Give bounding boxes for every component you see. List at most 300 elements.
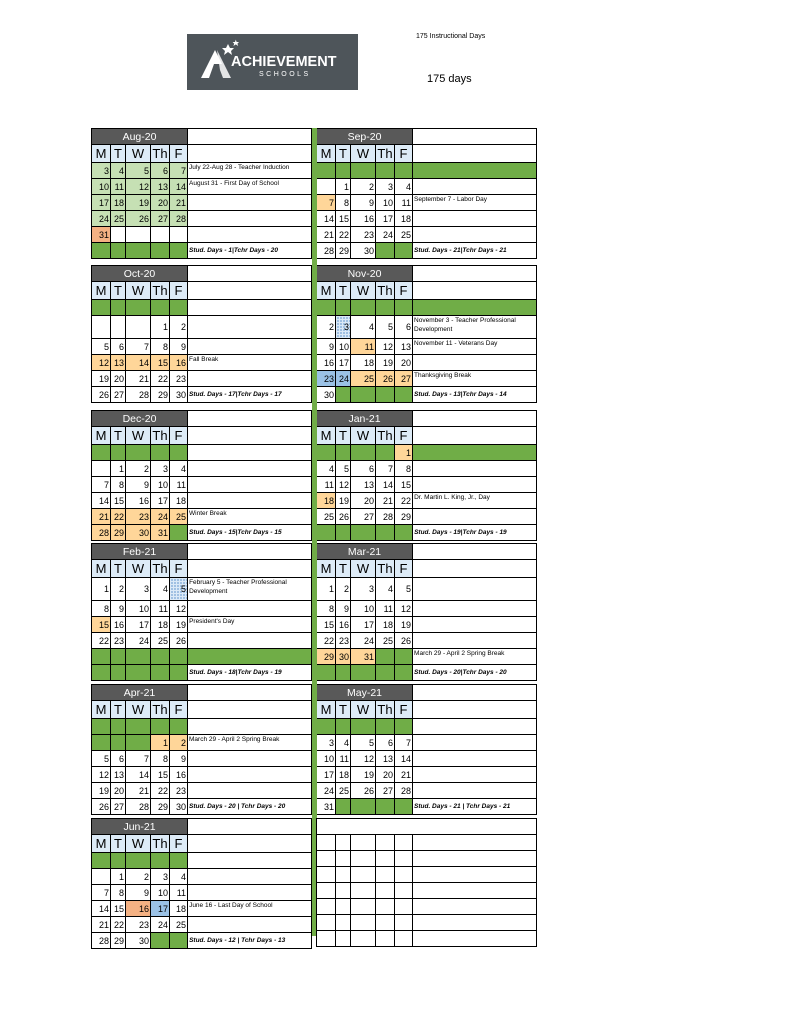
- day-cell: 19: [92, 371, 111, 387]
- day-cell: 15: [395, 477, 413, 493]
- day-cell: [395, 665, 413, 681]
- day-cell: 20: [151, 195, 170, 211]
- empty-cell: [351, 835, 376, 851]
- month-apr-21: [91, 684, 311, 815]
- week-note: [188, 633, 312, 649]
- day-cell: [92, 853, 111, 869]
- day-cell: 1: [111, 869, 126, 885]
- month-title: Mar-21: [317, 544, 413, 560]
- day-cell: 20: [111, 783, 126, 799]
- weekday-header: W: [126, 835, 151, 853]
- day-cell: [92, 869, 111, 885]
- weekday-header: W: [351, 701, 376, 719]
- day-cell: 13: [111, 355, 126, 371]
- week-note: [413, 163, 537, 179]
- day-cell: 5: [351, 735, 376, 751]
- day-cell: 16: [126, 493, 151, 509]
- days-total: Stud. Days - 21|Tchr Days - 21: [413, 243, 537, 259]
- weekday-header: M: [317, 427, 336, 445]
- month-title: Dec-20: [92, 411, 188, 427]
- day-cell: 26: [170, 633, 188, 649]
- weekday-header: T: [111, 427, 126, 445]
- week-note: [188, 601, 312, 617]
- day-cell: [351, 719, 376, 735]
- day-cell: [111, 665, 126, 681]
- empty-cell: [376, 835, 395, 851]
- empty-cell: [395, 915, 413, 931]
- day-cell: [376, 243, 395, 259]
- day-cell: 8: [151, 339, 170, 355]
- day-cell: 16: [336, 617, 351, 633]
- day-cell: 16: [126, 901, 151, 917]
- instructional-days-label: 175 Instructional Days: [416, 33, 486, 40]
- day-cell: 1: [151, 735, 170, 751]
- day-cell: 24: [126, 633, 151, 649]
- day-cell: 23: [126, 509, 151, 525]
- day-cell: 22: [92, 633, 111, 649]
- day-cell: [351, 163, 376, 179]
- day-cell: 18: [336, 767, 351, 783]
- day-cell: 22: [111, 917, 126, 933]
- day-cell: [395, 163, 413, 179]
- day-cell: [376, 300, 395, 316]
- month-title: Jan-21: [317, 411, 413, 427]
- weekday-header: M: [92, 701, 111, 719]
- day-cell: 25: [395, 227, 413, 243]
- day-cell: 29: [336, 243, 351, 259]
- day-cell: 2: [126, 869, 151, 885]
- day-cell: [92, 665, 111, 681]
- empty-cell: [413, 915, 537, 931]
- day-cell: 19: [395, 617, 413, 633]
- day-cell: [317, 300, 336, 316]
- weekday-header: M: [317, 560, 336, 578]
- day-cell: [126, 243, 151, 259]
- weekday-header: F: [395, 427, 413, 445]
- month-title: Nov-20: [317, 266, 413, 282]
- month-nov-20: [316, 265, 536, 403]
- month-jan-21: [316, 410, 536, 541]
- day-cell: [395, 649, 413, 665]
- empty-grid: [316, 818, 536, 947]
- day-cell: [151, 853, 170, 869]
- day-cell: 4: [376, 578, 395, 601]
- day-cell: 28: [92, 933, 111, 949]
- weekday-header: Th: [377, 283, 393, 298]
- day-cell: 31: [317, 799, 336, 815]
- day-cell: 23: [170, 783, 188, 799]
- day-cell: 18: [151, 617, 170, 633]
- weekday-header: T: [111, 835, 126, 853]
- day-cell: 9: [170, 339, 188, 355]
- weekday-header: M: [92, 282, 111, 300]
- weekday-header: Th: [377, 702, 393, 717]
- empty-cell: [336, 899, 351, 915]
- day-cell: [111, 227, 126, 243]
- day-cell: 18: [170, 901, 188, 917]
- empty-cell: [336, 915, 351, 931]
- week-note: September 7 - Labor Day: [413, 195, 537, 211]
- day-cell: 9: [126, 885, 151, 901]
- empty-cell: [317, 835, 336, 851]
- week-note: [413, 509, 537, 525]
- day-cell: 21: [126, 371, 151, 387]
- day-cell: 1: [395, 445, 413, 461]
- empty-cell: [351, 867, 376, 883]
- week-note: [188, 300, 312, 316]
- day-cell: 3: [317, 735, 336, 751]
- day-cell: 22: [395, 493, 413, 509]
- day-cell: 12: [351, 751, 376, 767]
- weekday-header: Th: [152, 428, 168, 443]
- day-cell: [126, 649, 151, 665]
- day-cell: 28: [376, 509, 395, 525]
- day-cell: [395, 387, 413, 403]
- day-cell: 18: [376, 617, 395, 633]
- week-note: August 31 - First Day of School: [188, 179, 312, 195]
- day-cell: 4: [170, 869, 188, 885]
- empty-cell: [351, 851, 376, 867]
- empty-row: [317, 819, 537, 835]
- weekday-header: T: [336, 427, 351, 445]
- day-cell: 21: [126, 783, 151, 799]
- day-cell: 9: [170, 751, 188, 767]
- day-cell: 9: [111, 601, 126, 617]
- day-cell: [351, 445, 376, 461]
- week-note: [188, 477, 312, 493]
- day-cell: [336, 163, 351, 179]
- day-cell: 21: [92, 509, 111, 525]
- day-cell: 7: [92, 477, 111, 493]
- month-title: Feb-21: [92, 544, 188, 560]
- weekday-header: M: [92, 145, 111, 163]
- day-cell: 11: [111, 179, 126, 195]
- day-cell: 8: [92, 601, 111, 617]
- weekday-header: W: [126, 427, 151, 445]
- day-cell: [151, 243, 170, 259]
- empty-cell: [395, 851, 413, 867]
- day-cell: 14: [126, 355, 151, 371]
- day-cell: 20: [111, 371, 126, 387]
- day-cell: 23: [126, 917, 151, 933]
- day-cell: 14: [395, 751, 413, 767]
- days-total: Stud. Days - 19|Tchr Days - 19: [413, 525, 537, 541]
- week-note: [413, 477, 537, 493]
- day-cell: 22: [151, 783, 170, 799]
- weekday-header: T: [336, 560, 351, 578]
- weekday-header: Th: [377, 561, 393, 576]
- day-cell: 24: [317, 783, 336, 799]
- days-total: Stud. Days - 20|Tchr Days - 20: [413, 665, 537, 681]
- day-cell: 26: [351, 783, 376, 799]
- days-total: Stud. Days - 12 | Tchr Days - 13: [188, 933, 312, 949]
- day-cell: [111, 853, 126, 869]
- day-cell: [317, 719, 336, 735]
- days-total: Stud. Days - 1|Tchr Days - 20: [188, 243, 312, 259]
- day-cell: 21: [376, 493, 395, 509]
- day-cell: 7: [376, 461, 395, 477]
- weekday-header: W: [126, 701, 151, 719]
- empty-cell: [336, 835, 351, 851]
- week-note: [188, 211, 312, 227]
- month-title: Apr-21: [92, 685, 188, 701]
- day-cell: [395, 525, 413, 541]
- day-cell: 27: [376, 783, 395, 799]
- day-cell: 10: [351, 601, 376, 617]
- week-note: [413, 783, 537, 799]
- day-cell: [111, 719, 126, 735]
- empty-cell: [395, 867, 413, 883]
- weekday-header: T: [111, 701, 126, 719]
- day-cell: 7: [126, 751, 151, 767]
- weekday-header: W: [351, 427, 376, 445]
- day-cell: 19: [126, 195, 151, 211]
- day-cell: 11: [351, 339, 376, 355]
- day-cell: 18: [170, 493, 188, 509]
- day-cell: 3: [151, 461, 170, 477]
- day-cell: [92, 445, 111, 461]
- day-cell: 19: [351, 767, 376, 783]
- day-cell: [170, 649, 188, 665]
- day-cell: 1: [92, 578, 111, 601]
- day-cell: 3: [336, 316, 351, 339]
- day-cell: 30: [336, 649, 351, 665]
- week-note: [413, 751, 537, 767]
- day-cell: 13: [151, 179, 170, 195]
- week-note: [188, 917, 312, 933]
- week-note: [188, 195, 312, 211]
- day-cell: 10: [126, 601, 151, 617]
- day-cell: 25: [376, 633, 395, 649]
- day-cell: [351, 525, 376, 541]
- day-cell: 15: [111, 493, 126, 509]
- day-cell: [170, 719, 188, 735]
- day-cell: [126, 445, 151, 461]
- day-cell: 25: [151, 633, 170, 649]
- day-cell: [376, 665, 395, 681]
- day-cell: [92, 316, 111, 339]
- day-cell: 26: [92, 799, 111, 815]
- day-cell: 28: [126, 799, 151, 815]
- day-cell: 3: [126, 578, 151, 601]
- day-cell: 2: [170, 735, 188, 751]
- week-note: [413, 617, 537, 633]
- day-cell: [351, 799, 376, 815]
- day-cell: 17: [126, 617, 151, 633]
- day-cell: 12: [170, 601, 188, 617]
- day-cell: 16: [351, 211, 376, 227]
- day-cell: 9: [126, 477, 151, 493]
- empty-cell: [351, 915, 376, 931]
- day-cell: 13: [376, 751, 395, 767]
- day-cell: 13: [395, 339, 413, 355]
- day-cell: 7: [126, 339, 151, 355]
- day-cell: [317, 525, 336, 541]
- day-cell: 9: [351, 195, 376, 211]
- day-cell: [151, 649, 170, 665]
- empty-cell: [395, 899, 413, 915]
- day-cell: 30: [126, 525, 151, 541]
- day-cell: 27: [151, 211, 170, 227]
- day-cell: 16: [170, 355, 188, 371]
- week-note: November 3 - Teacher Professional Development: [413, 316, 537, 339]
- week-note: [188, 783, 312, 799]
- day-cell: 29: [151, 799, 170, 815]
- day-cell: 17: [151, 901, 170, 917]
- week-note: [188, 316, 312, 339]
- day-cell: [151, 719, 170, 735]
- day-cell: 19: [92, 783, 111, 799]
- week-note: [413, 445, 537, 461]
- day-cell: 17: [151, 493, 170, 509]
- day-cell: 11: [395, 195, 413, 211]
- weekday-header: M: [92, 560, 111, 578]
- day-cell: 24: [151, 509, 170, 525]
- day-cell: [376, 445, 395, 461]
- day-cell: 23: [336, 633, 351, 649]
- day-cell: [126, 300, 151, 316]
- weekday-header: Th: [377, 428, 393, 443]
- day-cell: 5: [92, 751, 111, 767]
- day-cell: 27: [111, 799, 126, 815]
- day-cell: 6: [111, 339, 126, 355]
- day-cell: [92, 243, 111, 259]
- day-cell: 13: [111, 767, 126, 783]
- day-cell: [376, 163, 395, 179]
- day-cell: 20: [395, 355, 413, 371]
- week-note: [413, 578, 537, 601]
- empty-cell: [376, 851, 395, 867]
- week-note: [188, 853, 312, 869]
- empty-cell: [336, 931, 351, 947]
- weekday-header: Th: [377, 146, 393, 161]
- day-cell: 29: [151, 387, 170, 403]
- day-cell: 28: [317, 243, 336, 259]
- day-cell: 4: [151, 578, 170, 601]
- day-cell: [317, 179, 336, 195]
- empty-cell: [413, 883, 537, 899]
- day-cell: 11: [317, 477, 336, 493]
- day-cell: 3: [151, 869, 170, 885]
- day-cell: 1: [151, 316, 170, 339]
- day-cell: 10: [92, 179, 111, 195]
- weekday-header: T: [336, 282, 351, 300]
- day-cell: 18: [317, 493, 336, 509]
- day-cell: [351, 387, 376, 403]
- day-cell: 25: [170, 917, 188, 933]
- weekday-header: F: [395, 282, 413, 300]
- day-cell: 24: [336, 371, 351, 387]
- day-cell: 27: [351, 509, 376, 525]
- day-cell: [317, 163, 336, 179]
- day-cell: 12: [395, 601, 413, 617]
- day-cell: [170, 853, 188, 869]
- empty-cell: [317, 931, 336, 947]
- day-cell: [151, 445, 170, 461]
- day-cell: [126, 719, 151, 735]
- weekday-header: W: [126, 282, 151, 300]
- day-cell: 26: [92, 387, 111, 403]
- weekday-header: F: [395, 145, 413, 163]
- day-cell: [111, 300, 126, 316]
- day-cell: 11: [151, 601, 170, 617]
- weekday-header: F: [170, 560, 188, 578]
- day-cell: 26: [376, 371, 395, 387]
- days-total: Stud. Days - 15|Tchr Days - 15: [188, 525, 312, 541]
- day-cell: 5: [170, 578, 188, 601]
- week-note: [188, 461, 312, 477]
- week-note: Dr. Martin L. King, Jr., Day: [413, 493, 537, 509]
- day-cell: 30: [170, 387, 188, 403]
- weekday-header: M: [317, 145, 336, 163]
- day-cell: [111, 735, 126, 751]
- day-cell: [395, 799, 413, 815]
- day-cell: 16: [170, 767, 188, 783]
- day-cell: 6: [111, 751, 126, 767]
- day-cell: 17: [351, 617, 376, 633]
- day-cell: 19: [376, 355, 395, 371]
- week-note: [413, 179, 537, 195]
- month-oct-20: [91, 265, 311, 403]
- week-note: [188, 493, 312, 509]
- day-cell: 22: [336, 227, 351, 243]
- day-cell: 8: [111, 885, 126, 901]
- week-note: [413, 719, 537, 735]
- day-cell: 3: [92, 163, 111, 179]
- day-cell: 8: [317, 601, 336, 617]
- day-cell: 31: [92, 227, 111, 243]
- day-cell: 10: [151, 885, 170, 901]
- day-cell: 20: [376, 767, 395, 783]
- weekday-header: W: [351, 282, 376, 300]
- day-cell: 24: [351, 633, 376, 649]
- day-cell: 23: [317, 371, 336, 387]
- empty-cell: [395, 931, 413, 947]
- day-cell: 9: [336, 601, 351, 617]
- week-note: Fall Break: [188, 355, 312, 371]
- day-cell: 1: [317, 578, 336, 601]
- day-cell: 6: [376, 735, 395, 751]
- day-cell: 6: [395, 316, 413, 339]
- day-cell: [170, 445, 188, 461]
- day-cell: 26: [336, 509, 351, 525]
- day-cell: 26: [395, 633, 413, 649]
- day-cell: 25: [351, 371, 376, 387]
- week-note: [188, 227, 312, 243]
- weekday-header: F: [170, 835, 188, 853]
- day-cell: 15: [151, 355, 170, 371]
- week-note: [413, 601, 537, 617]
- day-cell: [170, 665, 188, 681]
- day-cell: 21: [92, 917, 111, 933]
- empty-cell: [413, 835, 537, 851]
- day-cell: 4: [111, 163, 126, 179]
- empty-cell: [336, 867, 351, 883]
- day-cell: 11: [336, 751, 351, 767]
- day-cell: 5: [376, 316, 395, 339]
- day-cell: [336, 525, 351, 541]
- empty-cell: [376, 867, 395, 883]
- day-cell: 24: [376, 227, 395, 243]
- days-total: Stud. Days - 18|Tchr Days - 19: [188, 665, 312, 681]
- day-cell: [151, 665, 170, 681]
- day-cell: 25: [317, 509, 336, 525]
- day-cell: [92, 649, 111, 665]
- week-note: [413, 355, 537, 371]
- empty-cell: [336, 851, 351, 867]
- day-cell: 27: [395, 371, 413, 387]
- weekday-header: F: [170, 427, 188, 445]
